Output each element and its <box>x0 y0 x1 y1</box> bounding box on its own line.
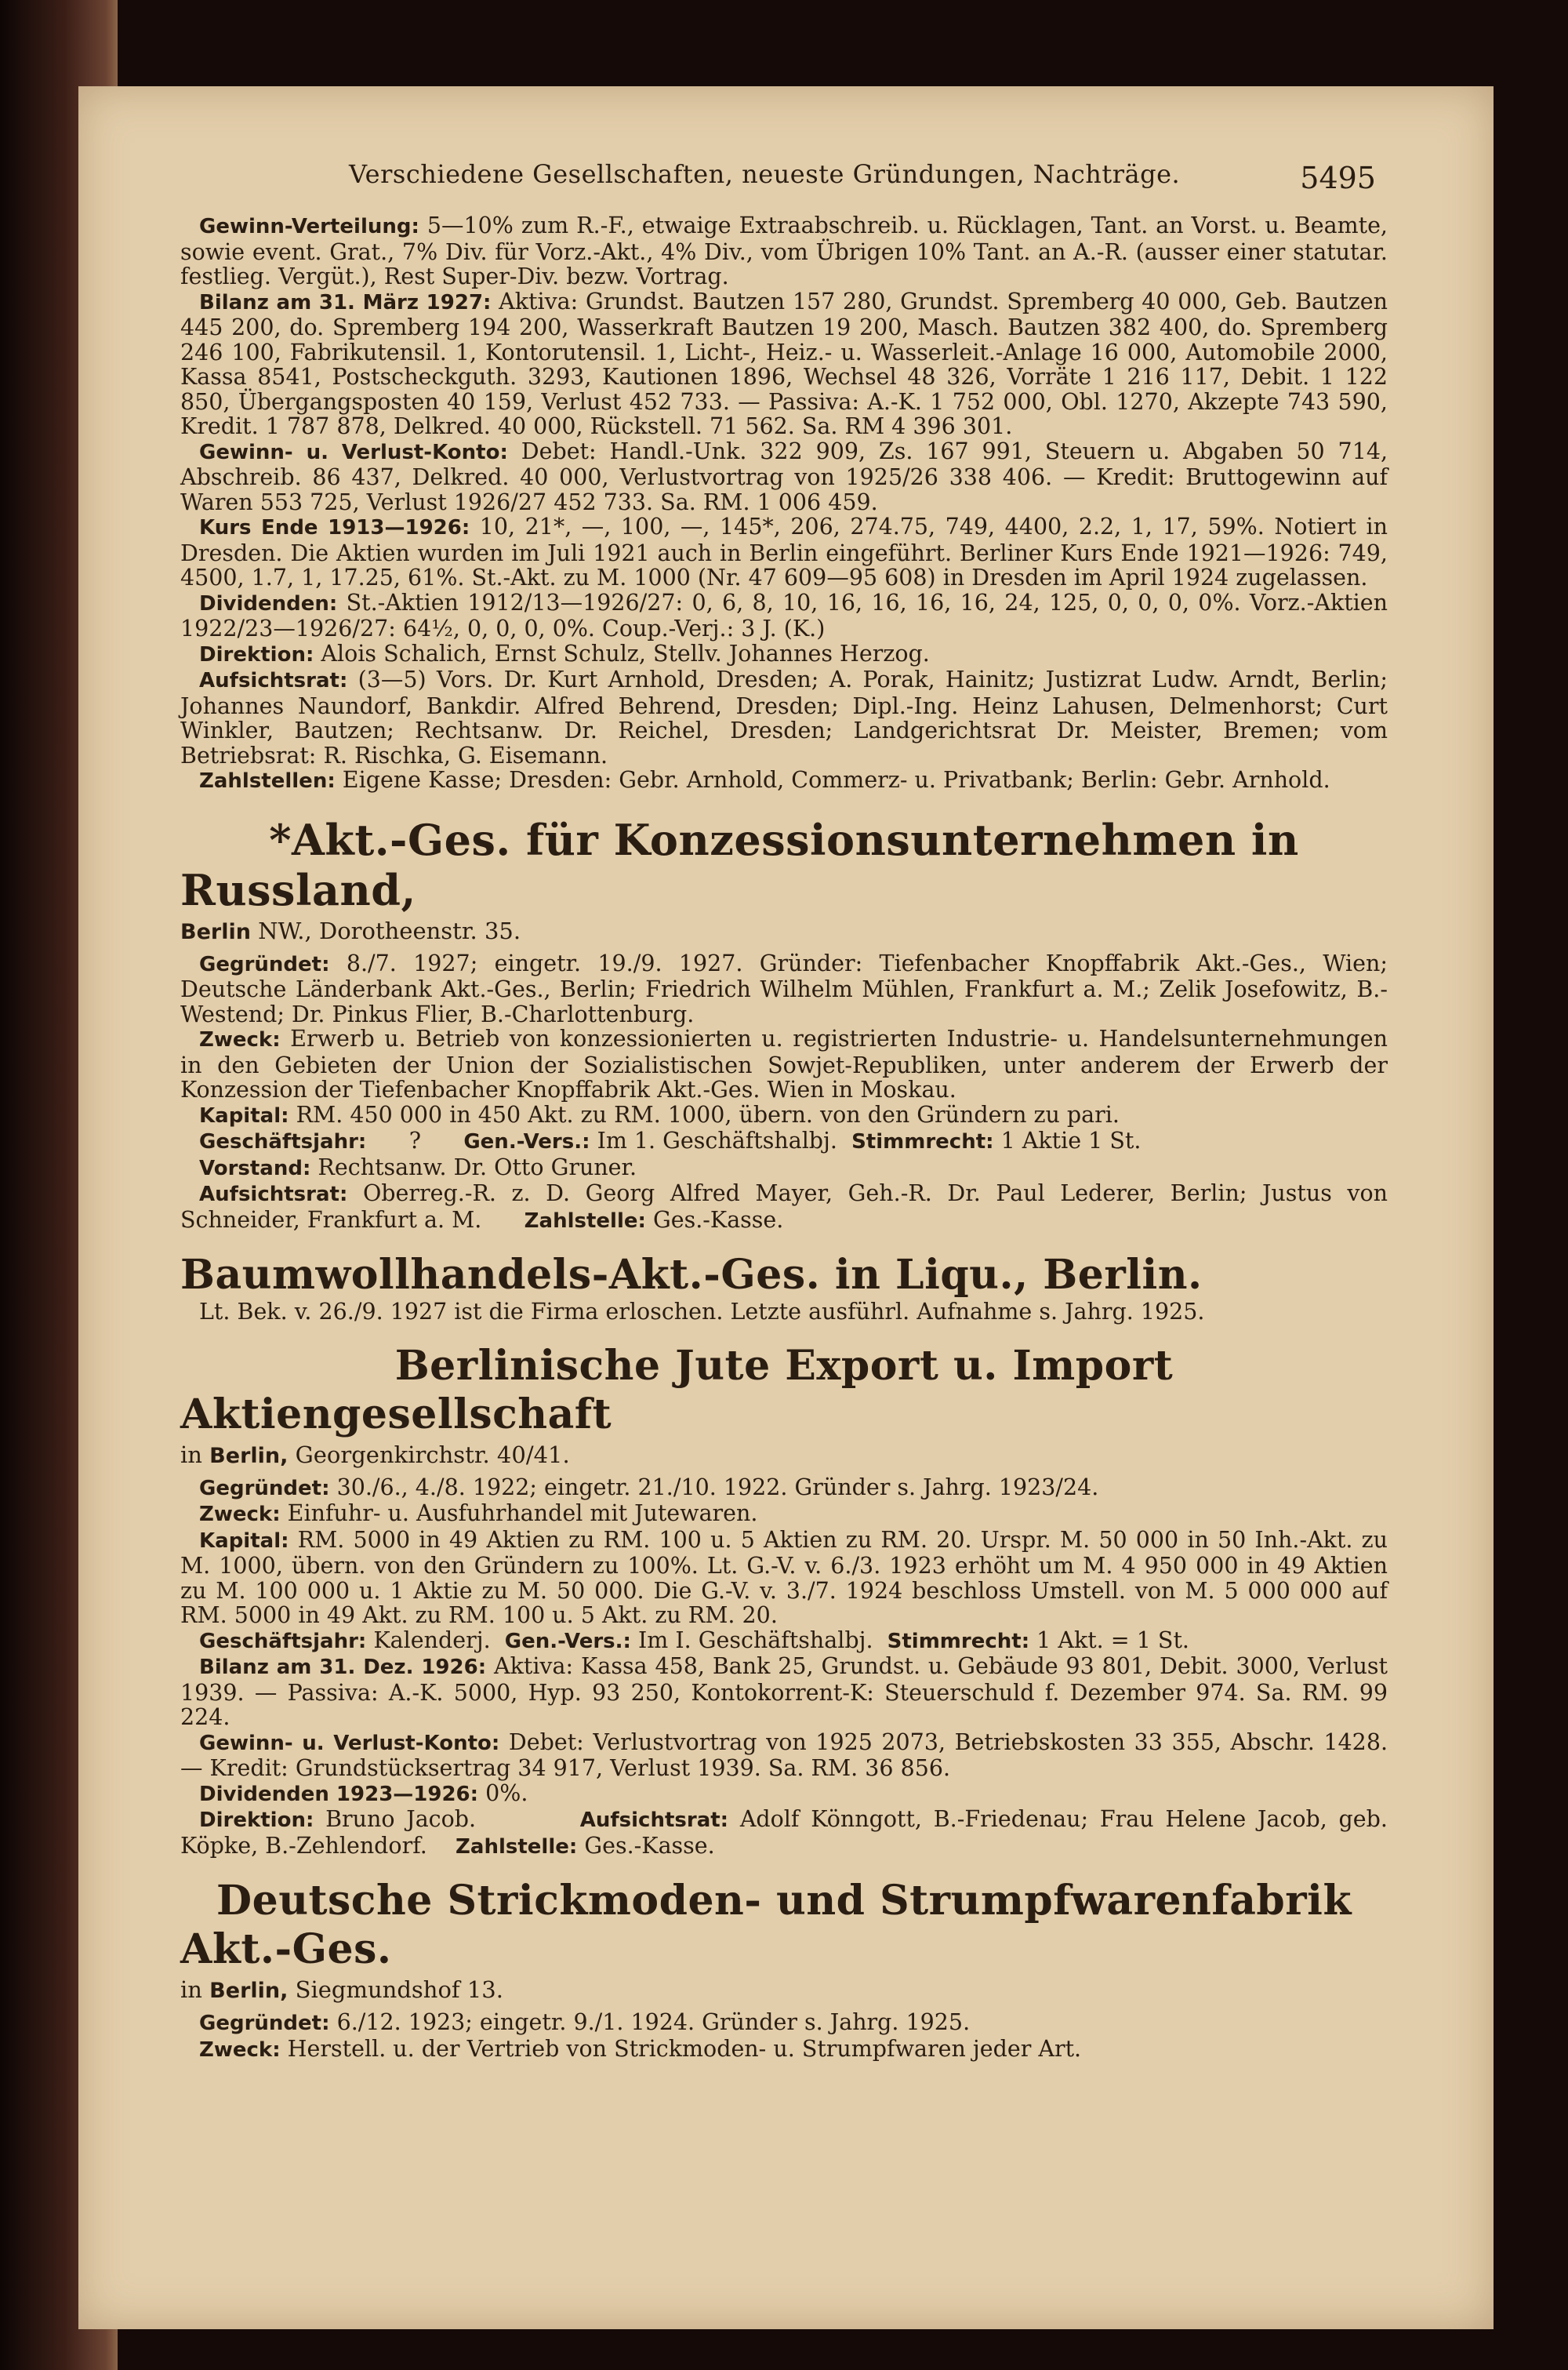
address: NW., Dorotheenstr. 35. <box>258 917 521 944</box>
city: Berlin <box>180 919 251 944</box>
text: Oberreg.-R. z. D. Georg Alfred Mayer, Geh.-R. Dr. Paul Lederer, Berlin; Justus von Schneider, Frankfurt a. M. <box>180 1180 1388 1233</box>
section-deutsche-strickmoden <box>180 1877 1388 2063</box>
company-title: Berlinische Jute Export u. Import Aktiengesellschaft <box>180 1341 1174 1438</box>
section-baumwollhandels <box>180 1251 1388 1325</box>
label: Zweck: <box>199 1028 281 1052</box>
label: Dividenden: <box>199 591 338 616</box>
company-address <box>180 1439 1388 1472</box>
city: Berlin, <box>209 1979 289 2003</box>
text: Aktiva: Kassa 458, Bank 25, Grundst. u. Gebäude 93 801, Debit. 3000, Verlust 1939. — Passiva: A.-K. 5000, Hyp. 93 250, Kontokorrent-K: Steuerschuld f. Dezember 974. Sa. RM. 99 224. <box>180 1653 1388 1730</box>
text: St.-Aktien 1912/13—1926/27: 0, 6, 8, 10, 16, 16, 16, 16, 24, 125, 0, 0, 0, 0%. Vorz.-Aktien 1922/23—1926/27: 64½, 0, 0, 0, 0%. Coup.-Verj.: 3 J. (K.) <box>180 589 1388 642</box>
label: Geschäftsjahr: <box>199 1629 367 1653</box>
label: Aufsichtsrat: <box>199 1183 348 1206</box>
section-continuation <box>180 213 1388 794</box>
label: Zweck: <box>199 2037 281 2062</box>
paragraph-gegruendet <box>180 1475 1388 1502</box>
paragraph-notice: Lt. Bek. v. 26./9. 1927 ist die Firma erloschen. Letzte ausführl. Aufnahme s. Jahrg. 1925. <box>199 1299 1205 1325</box>
text: Kalenderj. <box>373 1627 491 1653</box>
label: Zahlstelle: <box>524 1209 646 1233</box>
in-word: in <box>180 1441 202 1468</box>
label: Bilanz am 31. März 1927: <box>199 290 492 314</box>
in-word: in <box>180 1976 202 2003</box>
address: Siegmundshof 13. <box>295 1976 503 2003</box>
text: 10, 21*, —, 100, —, 145*, 206, 274.75, 749, 4400, 2.2, 1, 17, 59%. Notiert in Dresden. Die Aktien wurden im Juli 1921 auch in Berlin eingeführt. Berliner Kurs Ende 1921—1926: 749, 4500, 1.7, 1, 17.25, 61%. St.-Akt. zu M. 1000 (Nr. 47 609—95 608) in Dresden im April 1924 zugelassen. <box>180 514 1388 591</box>
label: Direktion: <box>199 1808 314 1832</box>
paragraph-bilanz <box>180 289 1388 439</box>
text: Erwerb u. Betrieb von konzessionierten u. registrierten Industrie- u. Handelsunternehmungen in den Gebieten der Union der Sozialistischen Sowjet-Republiken, unter anderem der Erwerb der Konzession der Tiefenbacher Knopffabrik Akt.-Ges. Wien in Moskau. <box>180 1026 1388 1103</box>
text: Aktiva: Grundst. Bautzen 157 280, Grundst. Spremberg 40 000, Geb. Bautzen 445 200, do. Spremberg 194 200, Wasserkraft Bautzen 19 200, Masch. Bautzen 382 400, do. Spremberg 246 100, Fabrikutensil. 1, Kontorutensil. 1, Licht-, Heiz.- u. Wasserleit.-Anlage 16 000, Automobile 2000, Kassa 8541, Postscheckguth. 3293, Kautionen 1896, Wechsel 48 326, Vorräte 1 216 117, Debit. 1 122 850, Übergangsposten 40 159, Verlust 452 733. — Passiva: A.-K. 1 752 000, Obl. 1270, Akzepte 743 590, Kredit. 1 787 878, Delkred. 40 000, Rückstell. 71 562. Sa. RM 4 396 301. <box>180 288 1388 439</box>
paragraph-kapital <box>180 1103 1388 1129</box>
company-address <box>180 915 1388 948</box>
label: Gegründet: <box>199 2012 330 2035</box>
label: Dividenden 1923—1926: <box>199 1782 479 1806</box>
paragraph-geschaeftsjahr <box>180 1129 1388 1155</box>
label: Kapital: <box>199 1103 289 1128</box>
paragraph-vorstand <box>180 1155 1388 1182</box>
label: Kapital: <box>199 1529 289 1553</box>
paragraph-direktion <box>180 642 1388 668</box>
paragraph-bilanz <box>180 1654 1388 1730</box>
paragraph-gewinn-verteilung <box>180 213 1388 289</box>
label: Gewinn- u. Verlust-Konto: <box>199 440 508 464</box>
label: Zahlstelle: <box>456 1834 578 1859</box>
label: Gewinn- u. Verlust-Konto: <box>199 1731 500 1755</box>
label: Bilanz am 31. Dez. 1926: <box>199 1656 487 1679</box>
paragraph-geschaeftsjahr <box>180 1628 1388 1655</box>
text: Debet: Verlustvortrag von 1925 2073, Betriebskosten 33 355, Abschr. 1428. — Kredit: Grundstücksertrag 34 917, Verlust 1939. Sa. RM. 36 856. <box>180 1728 1388 1781</box>
paragraph-zweck <box>180 1027 1388 1103</box>
paragraph-kurs <box>180 514 1388 591</box>
paragraph-gewinn-verlust <box>180 1730 1388 1781</box>
text: 1 Akt. = 1 St. <box>1036 1627 1189 1653</box>
label: Gen.-Vers.: <box>463 1130 590 1154</box>
label: Geschäftsjahr: <box>199 1130 367 1154</box>
paragraph-gegruendet <box>180 951 1388 1027</box>
section-berlinische-jute <box>180 1342 1388 1860</box>
text: RM. 5000 in 49 Aktien zu RM. 100 u. 5 Aktien zu RM. 20. Urspr. M. 50 000 in 50 Inh.-Akt. zu M. 1000, übern. von den Gründern zu 100%. Lt. G.-V. v. 6./3. 1923 erhöht um M. 4 950 000 in 49 Aktien zu M. 100 000 u. 1 Aktie zu M. 50 000. Die G.-V. v. 3./7. 1924 beschloss Umstell. von M. 5 000 000 auf RM. 5000 in 49 Akt. zu RM. 100 u. 5 Akt. zu RM. 20. <box>180 1526 1388 1628</box>
paragraph-aufsichtsrat <box>180 1181 1388 1234</box>
text: 5—10% zum R.-F., etwaige Extraabschreib. u. Rücklagen, Tant. an Vorst. u. Beamte, sowie event. Grat., 7% Div. für Vorz.-Akt., 4% Div., vom Übrigen 10% Tant. an A.-R. (ausser einer statutar. festlieg. Vergüt.), Rest Super-Div. bezw. Vortrag. <box>180 213 1388 289</box>
text: Alois Schalich, Ernst Schulz, Stellv. Johannes Herzog. <box>321 640 930 667</box>
company-title: Baumwollhandels-Akt.-Ges. in Liqu., Berlin. <box>180 1251 1203 1299</box>
paragraph-direktion <box>180 1807 1388 1859</box>
text: RM. 450 000 in 450 Akt. zu RM. 1000, übern. von den Gründern zu pari. <box>296 1101 1120 1128</box>
paragraph-zweck <box>180 2037 1388 2063</box>
label: Gegründet: <box>199 952 330 976</box>
text: 30./6., 4./8. 1922; eingetr. 21./10. 1922. Gründer s. Jahrg. 1923/24. <box>336 1474 1099 1500</box>
text: Eigene Kasse; Dresden: Gebr. Arnhold, Commerz- u. Privatbank; Berlin: Gebr. Arnhold. <box>342 767 1330 793</box>
page-number: 5495 <box>1300 161 1376 195</box>
text: 6./12. 1923; eingetr. 9./1. 1924. Gründer s. Jahrg. 1925. <box>336 2009 971 2035</box>
label: Aufsichtsrat: <box>199 669 348 692</box>
company-title: Deutsche Strickmoden- und Strumpfwarenfabrik Akt.-Ges. <box>180 1877 1352 1973</box>
text: ? <box>408 1128 421 1154</box>
paragraph-kapital <box>180 1528 1388 1628</box>
page-body <box>180 213 1388 2063</box>
text: Ges.-Kasse. <box>584 1832 715 1859</box>
company-address <box>180 1974 1388 2007</box>
label: Zahlstellen: <box>199 769 336 793</box>
label: Vorstand: <box>199 1156 311 1180</box>
text: Herstell. u. der Vertrieb von Strickmoden- u. Strumpfwaren jeder Art. <box>287 2035 1082 2062</box>
address: Georgenkirchstr. 40/41. <box>295 1441 570 1468</box>
paragraph-zahlstellen <box>180 768 1388 794</box>
label: Gen.-Vers.: <box>504 1629 631 1653</box>
label: Stimmrecht: <box>851 1130 994 1154</box>
page-header <box>137 159 1376 194</box>
label: Stimmrecht: <box>887 1629 1030 1653</box>
text: Einfuhr- u. Ausfuhrhandel mit Jutewaren. <box>287 1500 758 1526</box>
label: Aufsichtsrat: <box>579 1808 729 1832</box>
label: Kurs Ende 1913—1926: <box>199 516 470 540</box>
paragraph-aufsichtsrat <box>180 667 1388 768</box>
text: (3—5) Vors. Dr. Kurt Arnhold, Dresden; A. Porak, Hainitz; Justizrat Ludw. Arndt, Berlin; Johannes Naundorf, Bankdir. Alfred Behrend, Dresden; Dipl.-Ing. Heinz Lahusen, Delmenhorst; Curt Winkler, Bautzen; Rechtsanw. Dr. Reichel, Dresden; Landgerichtsrat Dr. Meister, Bremen; vom Betriebsrat: R. Rischka, G. Eisemann. <box>180 667 1388 769</box>
text: Bruno Jacob. <box>325 1806 477 1832</box>
company-title: *Akt.-Ges. für Konzessionsunternehmen in Russland, <box>180 814 1299 915</box>
text: Debet: Handl.-Unk. 322 909, Zs. 167 991, Steuern u. Abgaben 50 714, Abschreib. 86 437, Delkred. 40 000, Verlustvortrag von 1925/26 338 406. — Kredit: Bruttogewinn auf Waren 553 725, Verlust 1926/27 452 733. Sa. RM. 1 006 459. <box>180 438 1388 515</box>
label: Direktion: <box>199 642 314 667</box>
label: Zweck: <box>199 1503 281 1526</box>
paragraph-gewinn-verlust <box>180 439 1388 515</box>
text: 1 Aktie 1 St. <box>1000 1128 1142 1154</box>
label: Gegründet: <box>199 1476 330 1500</box>
label: Gewinn-Verteilung: <box>199 215 419 238</box>
text: Adolf Könngott, B.-Friedenau; Frau Helene Jacob, geb. Köpke, B.-Zehlendorf. <box>180 1806 1388 1859</box>
text: Ges.-Kasse. <box>652 1206 784 1233</box>
paragraph-dividenden <box>180 591 1388 642</box>
text: Im 1. Geschäftshalbj. <box>597 1128 837 1154</box>
text: Rechtsanw. Dr. Otto Gruner. <box>318 1154 637 1180</box>
paragraph-gegruendet <box>180 2010 1388 2037</box>
section-konzessionsunternehmen <box>180 815 1388 1234</box>
city: Berlin, <box>209 1443 289 1468</box>
paragraph-dividenden <box>180 1781 1388 1808</box>
running-title: Verschiedene Gesellschaften, neueste Gründungen, Nachträge. <box>349 159 1181 189</box>
paragraph-zweck <box>180 1501 1388 1528</box>
text: 0%. <box>485 1779 528 1806</box>
text: 8./7. 1927; eingetr. 19./9. 1927. Gründer: Tiefenbacher Knopffabrik Akt.-Ges., Wien; Deutsche Länderbank Akt.-Ges., Berlin; Friedrich Wilhelm Mühlen, Frankfurt a. M.; Zelik Josefowitz, B.-Westend; Dr. Pinkus Flier, B.-Charlottenburg. <box>180 950 1388 1027</box>
text: Im I. Geschäftshalbj. <box>638 1627 873 1653</box>
